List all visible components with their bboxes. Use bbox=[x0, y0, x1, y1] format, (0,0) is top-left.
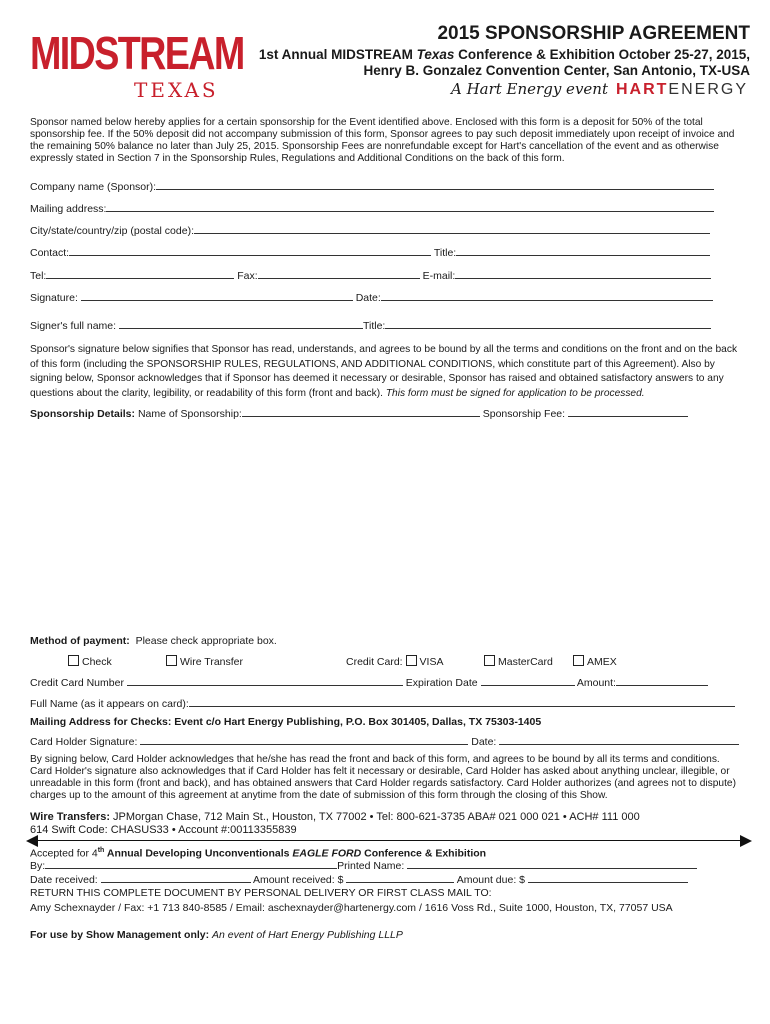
cc-number-input[interactable] bbox=[127, 676, 403, 686]
sponsorship-details-row bbox=[30, 407, 688, 420]
show-management-note: For use by Show Management only: An event of Hart Energy Publishing LLLP bbox=[30, 929, 403, 941]
amount-received-input[interactable] bbox=[346, 873, 454, 883]
sponsorship-fee-label: Sponsorship Fee: bbox=[482, 408, 566, 420]
contact-input[interactable] bbox=[69, 246, 431, 256]
date-label: Date: bbox=[355, 292, 381, 304]
tel-row bbox=[30, 269, 711, 282]
payment-hint: Please check appropriate box. bbox=[135, 635, 277, 647]
signature-row bbox=[30, 291, 713, 304]
signer-title-label: Title: bbox=[362, 320, 386, 332]
expiration-label: Expiration Date bbox=[405, 677, 478, 689]
signer-input[interactable] bbox=[119, 319, 363, 329]
page-title: 2015 SPONSORSHIP AGREEMENT bbox=[437, 23, 750, 44]
signature-input[interactable] bbox=[81, 291, 353, 301]
payment-label: Method of payment: bbox=[30, 635, 130, 647]
city-label: City/state/country/zip (postal code): bbox=[30, 225, 194, 237]
company-label: Company name (Sponsor): bbox=[30, 181, 157, 193]
date-input[interactable] bbox=[381, 291, 713, 301]
by-input[interactable] bbox=[45, 859, 337, 869]
cc-number-label: Credit Card Number bbox=[30, 677, 124, 689]
visa-checkbox[interactable] bbox=[406, 655, 417, 666]
company-row bbox=[30, 180, 714, 193]
city-row bbox=[30, 224, 710, 237]
check-checkbox[interactable] bbox=[68, 655, 79, 666]
title-label: Title: bbox=[433, 247, 457, 259]
city-input[interactable] bbox=[194, 224, 710, 234]
amount-received-label: Amount received: $ bbox=[252, 874, 344, 886]
amount-label: Amount: bbox=[576, 677, 616, 689]
mastercard-checkbox[interactable] bbox=[484, 655, 495, 666]
full-name-input[interactable] bbox=[189, 697, 735, 707]
wire-transfer-line1: Wire Transfers: JPMorgan Chase, 712 Main St., Houston, TX 77002 • Tel: 800-621-3735 ABA# 021 000 021 • ACH# 111 000 bbox=[30, 811, 640, 823]
amount-due-input[interactable] bbox=[528, 873, 688, 883]
mailing-label: Mailing address: bbox=[30, 203, 107, 215]
midstream-logo: MIDSTREAM bbox=[30, 27, 244, 79]
card-holder-text: By signing below, Card Holder acknowledges that he/she has read the front and back of this form, and agrees to be bound by all its terms and conditions. Card Holder's signature also acknowledges that if Card Holder has felt it necessary or desirable, Card Holder has asked about anything unclear, illegible, or unreadable in this form (front and back), and has obtained answers that Card Holder regards satisfactory. Card Holder authorizes (and agrees not to dispute) charges up to the amount of this agreement at anytime from the date of submission of this form through the closing of this Show. bbox=[30, 754, 736, 801]
divider-line bbox=[30, 840, 750, 841]
date-received-label: Date received: bbox=[30, 874, 98, 886]
mailing-checks-address: Mailing Address for Checks: Event c/o Hart Energy Publishing, P.O. Box 301405, Dallas, TX 75303-1405 bbox=[30, 716, 542, 728]
amount-due-label: Amount due: $ bbox=[456, 874, 525, 886]
details-label: Sponsorship Details: bbox=[30, 408, 136, 420]
event-venue: Henry B. Gonzalez Convention Center, San Antonio, TX-USA bbox=[363, 63, 750, 78]
wire-checkbox[interactable] bbox=[166, 655, 177, 666]
sponsor-signature-text: Sponsor's signature below signifies that Sponsor has read, understands, and agrees to be bound by all the terms and conditions on the front and on the back of this form (including the SPONSORSHIP RULES, REGULATIONS, AND ADDITIONAL CONDITIONS, which constitute part of this Agreement). Also by signing below, Sponsor acknowledges that if Sponsor has deemed it necessary or desirable, Sponsor has raised and obtained satisfactory answers to any questions about the clarity, legibility, or readability of this form (front and back). This form must be signed for application to be processed. bbox=[30, 344, 738, 399]
date-received-input[interactable] bbox=[101, 873, 251, 883]
arrow-right-icon bbox=[740, 835, 752, 847]
signer-label: Signer's full name: bbox=[30, 320, 117, 332]
printed-name-input[interactable] bbox=[407, 859, 697, 869]
hart-event-line bbox=[451, 82, 748, 98]
wire-option[interactable]: Wire Transfer bbox=[166, 655, 243, 668]
return-instructions: RETURN THIS COMPLETE DOCUMENT BY PERSONAL DELIVERY OR FIRST CLASS MAIL TO: bbox=[30, 887, 492, 899]
event-subtitle: 1st Annual MIDSTREAM Texas Conference & Exhibition October 25-27, 2015, bbox=[258, 47, 750, 62]
contact-details: Amy Schexnayder / Fax: +1 713 840-8585 / Email: aschexnayder@hartenergy.com / 1616 Voss Rd., Suite 1000, Houston, TX, 77057 USA bbox=[30, 902, 673, 914]
visa-label: VISA bbox=[419, 656, 444, 668]
title-input[interactable] bbox=[456, 246, 710, 256]
accepted-heading: Accepted for 4th Annual Developing Unconventionals EAGLE FORD Conference & Exhibition bbox=[30, 847, 487, 860]
card-holder-sig-input[interactable] bbox=[140, 735, 468, 745]
tel-label: Tel: bbox=[30, 270, 47, 282]
card-holder-sig-label: Card Holder Signature: bbox=[30, 736, 138, 748]
contact-label: Contact: bbox=[30, 247, 70, 259]
amex-checkbox[interactable] bbox=[573, 655, 584, 666]
payment-method-row bbox=[30, 635, 277, 647]
full-name-label: Full Name (as it appears on card): bbox=[30, 698, 189, 710]
signer-title-input[interactable] bbox=[385, 319, 711, 329]
full-name-row bbox=[30, 697, 735, 710]
event-tagline: A Hart Energy event bbox=[450, 80, 608, 98]
fax-label: Fax: bbox=[237, 270, 258, 282]
card-holder-date-label: Date: bbox=[471, 736, 497, 748]
amex-option[interactable]: AMEX bbox=[573, 655, 617, 668]
check-option[interactable]: Check bbox=[68, 655, 112, 668]
mastercard-option[interactable]: MasterCard bbox=[484, 655, 553, 668]
mailing-row bbox=[30, 202, 714, 215]
company-input[interactable] bbox=[156, 180, 714, 190]
wire-transfer-line2: 614 Swift Code: CHASUS33 • Account #:00113355839 bbox=[30, 824, 297, 836]
card-holder-date-input[interactable] bbox=[499, 735, 739, 745]
mailing-input[interactable] bbox=[106, 202, 714, 212]
intro-paragraph: Sponsor named below hereby applies for a certain sponsorship for the Event identified above. Enclosed with this form is a deposit for 50% of the total sponsorship fee. If the 50% deposit did not accompany submission of this form, Sponsor agrees to pay such deposit immediately upon receipt of invoice and the remaining 50% balance no later than July 25, 2015. Sponsorship Fees are nonrefundable except for Hart's cancellation of the event and as otherwise expressly stated in Section 7 in the Sponsorship Rules, Regulations and Additional Conditions on the back of this form. bbox=[30, 117, 735, 164]
amount-input[interactable] bbox=[616, 676, 708, 686]
by-row bbox=[30, 859, 697, 872]
printed-name-label: Printed Name: bbox=[337, 860, 405, 872]
fax-input[interactable] bbox=[258, 269, 420, 279]
cc-number-row bbox=[30, 676, 708, 689]
tel-input[interactable] bbox=[46, 269, 234, 279]
expiration-input[interactable] bbox=[481, 676, 575, 686]
email-label: E-mail: bbox=[422, 270, 456, 282]
sponsorship-name-label: Name of Sponsorship: bbox=[137, 408, 242, 420]
sponsorship-fee-input[interactable] bbox=[568, 407, 688, 417]
card-holder-sig-row bbox=[30, 735, 739, 748]
sponsorship-name-input[interactable] bbox=[242, 407, 480, 417]
hart-energy-logo: HARTENERGY bbox=[615, 81, 748, 98]
signature-label: Signature: bbox=[30, 292, 78, 304]
credit-card-option bbox=[346, 655, 443, 668]
contact-row bbox=[30, 246, 710, 259]
email-input[interactable] bbox=[455, 269, 711, 279]
texas-logo-text: TEXAS bbox=[134, 78, 219, 102]
received-row bbox=[30, 873, 688, 886]
signer-row bbox=[30, 319, 711, 332]
credit-card-label: Credit Card: bbox=[346, 656, 403, 668]
by-label: By: bbox=[30, 860, 46, 872]
